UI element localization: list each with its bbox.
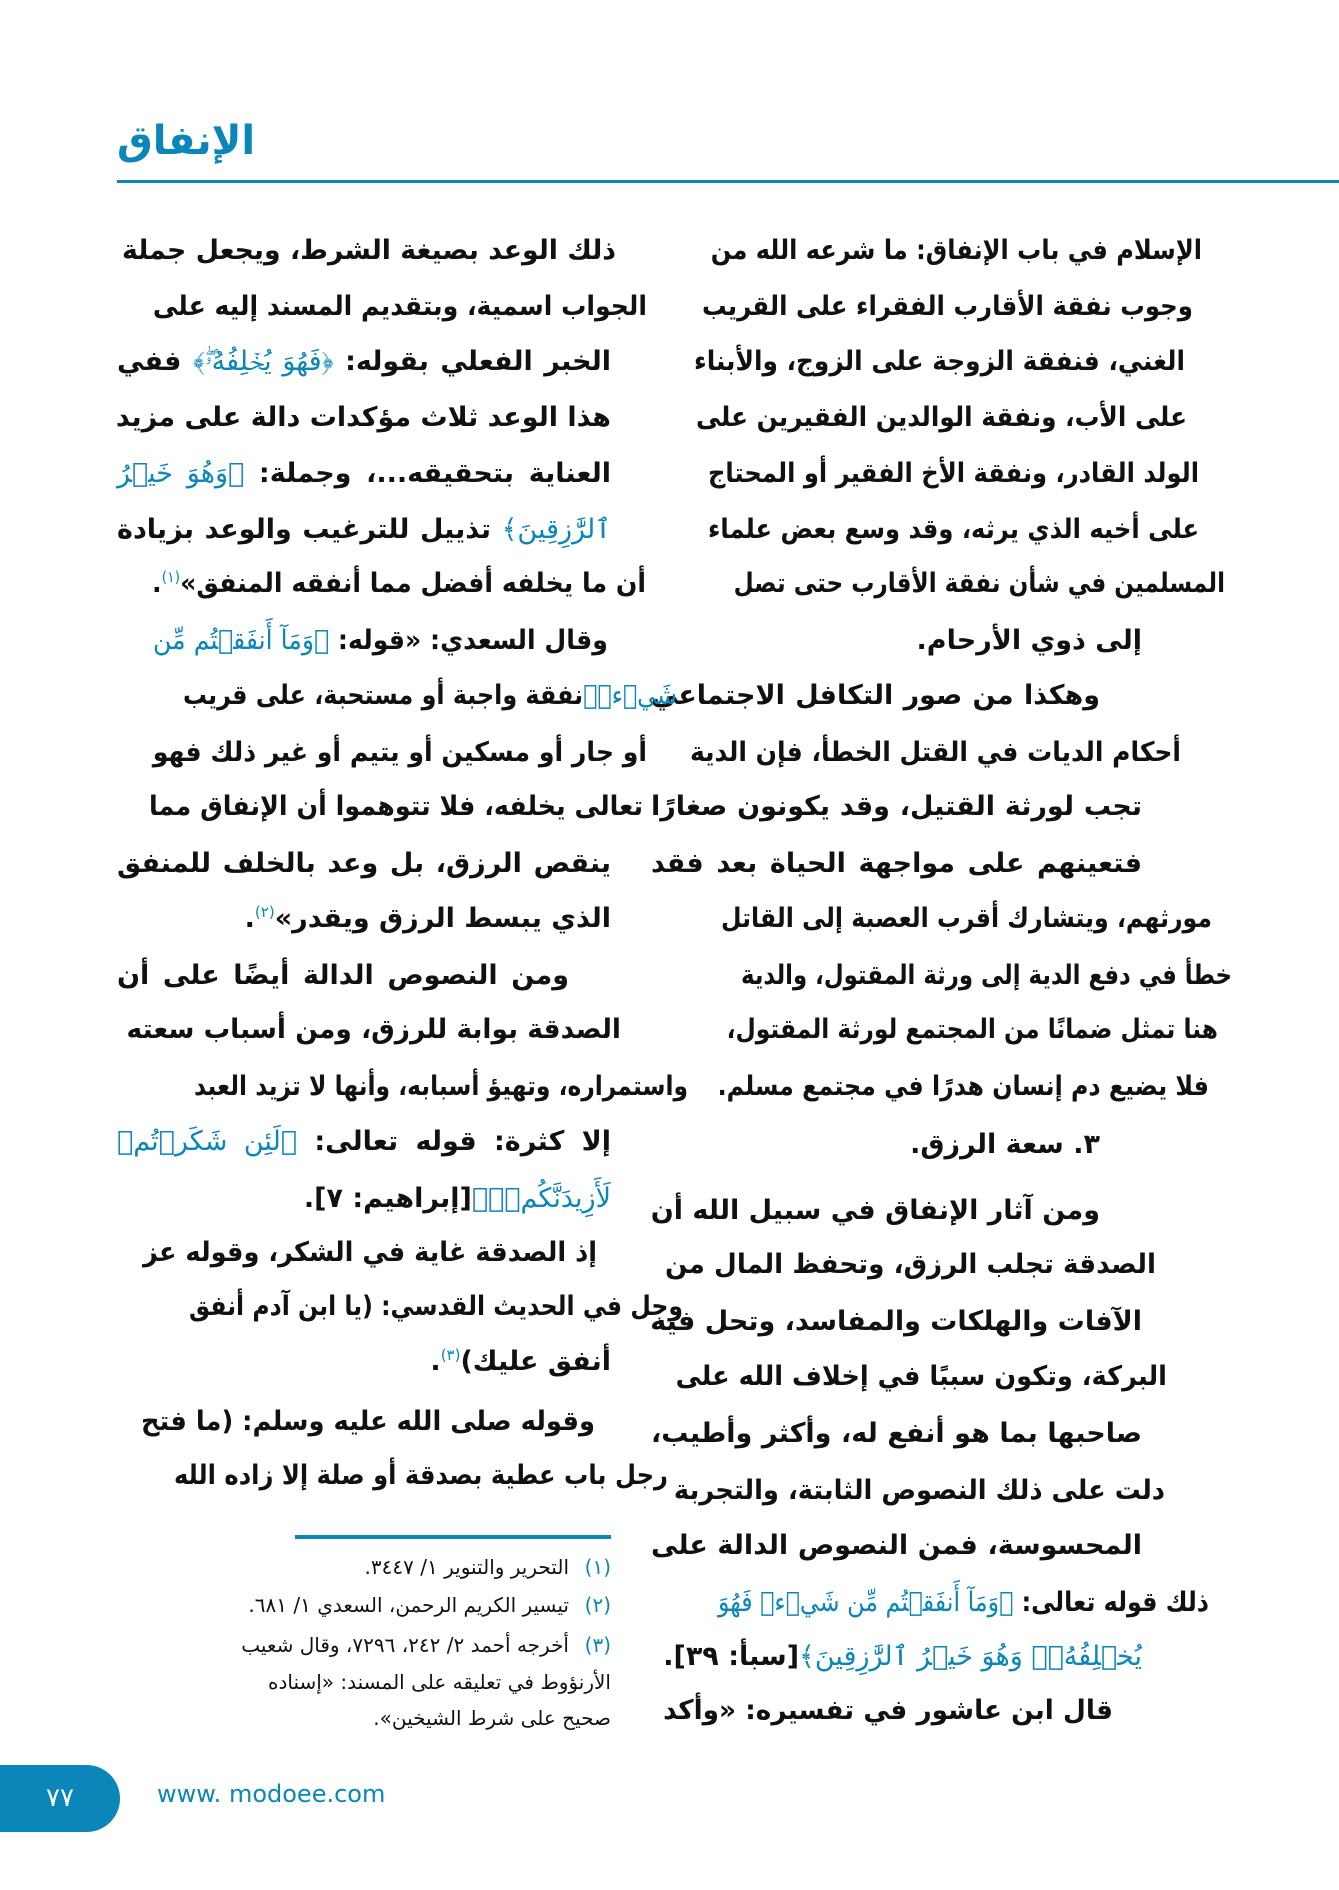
left-column-line xyxy=(141,1394,635,1450)
text-segment: وقال السعدي: «قوله: xyxy=(329,625,608,657)
right-column-line xyxy=(651,613,1142,669)
text-segment: الصدقة بوابة للرزق، ومن أسباب سعته xyxy=(126,1014,621,1046)
left-column-line xyxy=(117,502,611,558)
footnote-text: صحيح على شرط الشيخين». xyxy=(373,1706,611,1730)
text-segment: نفقة واجبة أو مستحبة، على قريب xyxy=(182,680,584,712)
footnote-number: (١) xyxy=(584,1555,611,1579)
text-segment: واستمراره، وتهيؤ أسبابه، وأنها لا تزيد العبد xyxy=(194,1070,688,1102)
text-segment: الذي يبسط الرزق ويقدر» xyxy=(274,903,611,935)
right-column-line xyxy=(651,779,1142,835)
footnote-reference[interactable]: (٢) xyxy=(254,903,275,922)
footnote-line xyxy=(117,1548,611,1586)
right-column-line xyxy=(651,1518,1142,1574)
quran-verse: ﴿وَمَآ أَنفَقۡتُم مِّن شَيۡءٖ فَهُوَ xyxy=(718,1586,1014,1618)
right-column-line xyxy=(694,334,1185,390)
text-segment: هذا الوعد ثلاث مؤكدات دالة على مزيد xyxy=(115,402,611,434)
quran-verse: ﴿وَهُوَ خَيۡرُ xyxy=(117,457,245,489)
left-column-line xyxy=(127,1002,621,1058)
text-segment: ذلك الوعد بصيغة الشرط، ويجعل جملة xyxy=(122,234,616,266)
right-column-line xyxy=(690,725,1181,781)
header-rule xyxy=(117,180,1339,183)
page-title: الإنفاق xyxy=(117,118,256,164)
text-segment: على أخيه الذي يرثه، وقد وسع بعض علماء xyxy=(708,514,1199,546)
text-segment: على الأب، ونفقة الوالدين الفقيرين على xyxy=(696,402,1187,434)
left-column-line xyxy=(117,334,611,390)
footnote-reference[interactable]: (٣) xyxy=(440,1345,461,1364)
left-column-line xyxy=(153,613,647,669)
text-segment: خطأ في دفع الدية إلى ورثة المقتول، والدية xyxy=(741,960,1232,992)
right-column-line xyxy=(651,1294,1142,1350)
left-column-line xyxy=(117,1114,611,1170)
left-column-line xyxy=(189,1279,683,1335)
right-column-line xyxy=(718,1059,1209,1115)
quran-verse: لَأَزِيدَنَّكُمۡۖ﴾ xyxy=(471,1182,611,1214)
text-segment: وهكذا من صور التكافل الاجتماعي xyxy=(651,680,1100,712)
text-segment: الإسلام في باب الإنفاق: ما شرعه الله من xyxy=(710,234,1202,266)
text-segment: ذلك قوله تعالى: xyxy=(1013,1586,1209,1618)
text-segment: هنا تمثل ضمانًا من المجتمع لورثة المقتول، xyxy=(726,1014,1218,1046)
right-column-line xyxy=(727,1002,1218,1058)
left-column-line xyxy=(117,948,611,1004)
text-segment: أنفق عليك) xyxy=(460,1345,611,1377)
right-column-line xyxy=(663,1683,1154,1739)
text-segment: البركة، وتكون سببًا في إخلاف الله على xyxy=(675,1361,1167,1393)
left-column-line xyxy=(183,668,677,724)
text-segment: رجل باب عطية بصدقة أو صلة إلا زاده الله xyxy=(174,1460,668,1492)
text-segment: فتعينهم على مواجهة الحياة بعد فقد xyxy=(651,847,1142,879)
footnote-number: (٣) xyxy=(584,1633,611,1657)
footnote-text: تيسير الكريم الرحمن، السعدي ١/ ٦٨١. xyxy=(248,1593,569,1617)
left-column-line xyxy=(122,223,616,279)
right-column-line xyxy=(651,1117,1142,1173)
text-segment: تجب لورثة القتيل، وقد يكونون صغارًا xyxy=(651,791,1142,823)
quran-verse: ﴿فَهُوَ يُخۡلِفُهُۥۖ﴾ xyxy=(192,345,334,377)
left-column-line xyxy=(117,1334,611,1390)
left-column-line xyxy=(153,279,647,335)
footnote-line xyxy=(117,1586,611,1624)
right-column-line xyxy=(718,1575,1209,1631)
right-column-line xyxy=(734,556,1225,612)
left-column-line xyxy=(149,779,643,835)
text-segment: الخبر الفعلي بقوله: xyxy=(333,345,611,377)
text-segment: إلا كثرة: قوله تعالى: xyxy=(297,1126,611,1158)
left-column-line xyxy=(143,1225,637,1281)
right-column-line xyxy=(651,1183,1142,1239)
right-column-line xyxy=(711,223,1202,279)
text-segment: تذييل للترغيب والوعد بزيادة xyxy=(117,514,502,546)
quran-verse: ﴿وَمَآ أَنفَقۡتُم مِّن xyxy=(153,625,330,657)
text-segment: ومن آثار الإنفاق في سبيل الله أن xyxy=(650,1195,1100,1227)
text-segment: المسلمين في شأن نفقة الأقارب حتى تصل xyxy=(733,568,1225,600)
text-segment: أحكام الديات في القتل الخطأ، فإن الدية xyxy=(690,737,1181,769)
text-segment: . xyxy=(152,568,162,600)
text-segment: صاحبها بما هو أنفع له، وأكثر وأطيب، xyxy=(651,1417,1142,1449)
right-column-line xyxy=(676,1349,1167,1405)
right-column-line xyxy=(696,390,1187,446)
page-number-badge: ٧٧ xyxy=(0,1765,120,1832)
left-column-line xyxy=(153,725,647,781)
text-segment: الغني، فنفقة الزوجة على الزوج، والأبناء xyxy=(694,345,1185,377)
footnote-reference[interactable]: (١) xyxy=(161,568,181,587)
text-segment: إذ الصدقة غاية في الشكر، وقوله عز xyxy=(142,1237,598,1269)
text-segment: إلى ذوي الأرحام. xyxy=(916,625,1142,657)
text-segment: ففي xyxy=(117,345,193,377)
left-column-line xyxy=(174,1448,668,1504)
right-column-line xyxy=(741,948,1232,1004)
text-segment: دلت على ذلك النصوص الثابتة، والتجربة xyxy=(673,1474,1165,1506)
text-segment: فلا يضيع دم إنسان هدرًا في مجتمع مسلم. xyxy=(717,1070,1209,1102)
website-link[interactable]: www. modoee.com xyxy=(157,1780,386,1808)
right-column-line xyxy=(651,1629,1142,1685)
text-segment: مورثهم، ويتشارك أقرب العصبة إلى القاتل xyxy=(721,903,1212,935)
right-column-line xyxy=(651,836,1142,892)
left-column-line xyxy=(117,891,611,947)
footnote-text: أخرجه أحمد ٢/ ٢٤٢، ٧٢٩٦، وقال شعيب xyxy=(241,1633,569,1657)
text-segment: العناية بتحقيقه...، وجملة: xyxy=(244,457,612,489)
left-column-line xyxy=(152,556,646,612)
footnote-number: (٢) xyxy=(584,1593,611,1617)
text-segment: ينقص الرزق، بل وعد بالخلف للمنفق xyxy=(117,847,611,879)
text-segment: أن ما يخلفه أفضل مما أنفقه المنفق» xyxy=(180,568,646,600)
quran-verse: شَيۡءٖ﴾ xyxy=(583,680,677,712)
text-segment: ومن النصوص الدالة أيضًا على أن xyxy=(117,960,569,992)
text-segment: الصدقة تجلب الرزق، وتحفظ المال من xyxy=(665,1249,1156,1281)
text-segment: وقوله صلى الله عليه وسلم: (ما فتح xyxy=(140,1405,595,1437)
text-segment: [سبأ: ٣٩]. xyxy=(663,1640,800,1672)
text-segment: تعالى يخلفه، فلا تتوهموا أن الإنفاق مما xyxy=(149,791,643,823)
footnote-text: التحرير والتنوير ١/ ٣٤٤٧. xyxy=(364,1555,569,1579)
text-segment: الولد القادر، ونفقة الأخ الفقير أو المحتاج xyxy=(708,457,1199,489)
left-column-line xyxy=(117,390,611,446)
text-segment: . xyxy=(430,1345,441,1377)
text-segment: [إبراهيم: ٧]. xyxy=(303,1182,472,1214)
text-segment: . xyxy=(244,903,255,935)
right-column-line xyxy=(708,446,1199,502)
right-column-line xyxy=(702,279,1193,335)
left-column-line xyxy=(117,1171,611,1227)
text-segment: أو جار أو مسكين أو يتيم أو غير ذلك فهو xyxy=(152,737,647,769)
right-column-line xyxy=(674,1463,1165,1519)
text-segment: وجل في الحديث القدسي: (يا ابن آدم أنفق xyxy=(189,1291,683,1323)
left-column-line xyxy=(194,1059,688,1115)
quran-verse: يُخۡلِفُهُۥۖ وَهُوَ خَيۡرُ ٱلرَّٰزِقِينَ﴾ xyxy=(799,1640,1142,1672)
text-segment: قال ابن عاشور في تفسيره: «وأكد xyxy=(663,1695,1114,1727)
footnote-line xyxy=(117,1626,611,1664)
right-column-line xyxy=(721,891,1212,947)
text-segment: المحسوسة، فمن النصوص الدالة على xyxy=(651,1530,1142,1561)
quran-verse: ﴿لَئِن شَكَرۡتُمۡ xyxy=(117,1126,298,1158)
right-column-line xyxy=(708,502,1199,558)
footnote-line xyxy=(117,1663,611,1701)
text-segment: ٣. سعة الرزق. xyxy=(910,1128,1100,1160)
text-segment: وجوب نفقة الأقارب الفقراء على القريب xyxy=(702,291,1193,323)
right-column-line xyxy=(651,1406,1142,1462)
footnote-line xyxy=(117,1699,611,1737)
footnote-divider xyxy=(295,1535,611,1539)
text-segment: الآفات والهلكات والمفاسد، وتحل فيه xyxy=(650,1305,1142,1337)
footnote-text: الأرنؤوط في تعليقه على المسند: «إسناده xyxy=(267,1670,611,1694)
quran-verse: ٱلرَّٰزِقِينَ﴾ xyxy=(501,514,611,546)
right-column-line xyxy=(665,1237,1156,1293)
text-segment: الجواب اسمية، وبتقديم المسند إليه على xyxy=(152,291,648,323)
left-column-line xyxy=(117,836,611,892)
right-column-line xyxy=(651,668,1142,724)
left-column-line xyxy=(117,446,611,502)
